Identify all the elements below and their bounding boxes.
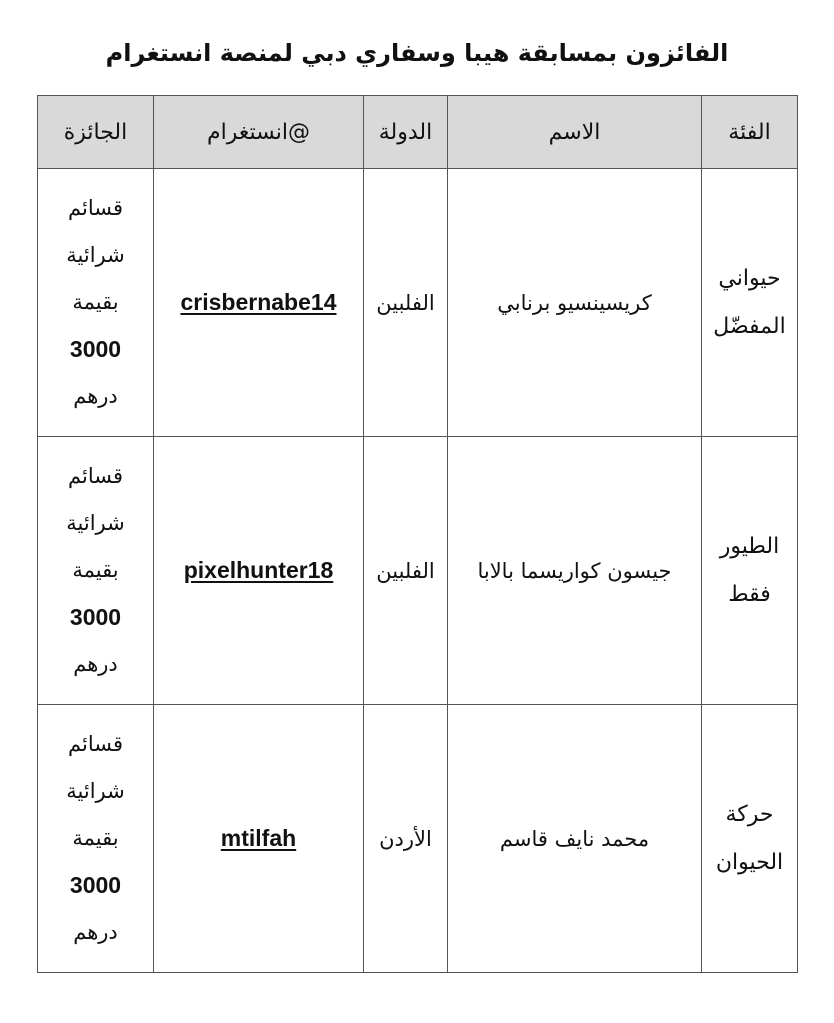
prize-line: بقيمة [72,558,119,582]
instagram-cell [154,705,364,973]
page-title: الفائزون بمسابقة هيبا وسفاري دبي لمنصة انستغرام [105,39,729,67]
instagram-link[interactable]: pixelhunter18 [183,557,334,583]
instagram-link[interactable]: crisbernabe14 [180,289,337,315]
prize-line: شرائية [66,779,125,803]
table-header-row [38,96,798,169]
prize-line: قسائم [68,732,123,756]
instagram-cell [154,437,364,705]
header-name: الاسم [448,96,702,169]
prize-currency: درهم [73,652,118,676]
header-country: الدولة [364,96,448,169]
category-line: حركة [725,801,774,827]
name-cell: محمد نايف قاسم [448,705,702,973]
prize-cell [38,169,154,437]
header-category: الفئة [702,96,798,169]
name-cell: كريسينسيو برنابي [448,169,702,437]
country-cell: الأردن [364,705,448,973]
country-cell: الفلبين [364,169,448,437]
category-line: فقط [728,581,771,607]
prize-line: بقيمة [72,290,119,314]
category-cell [702,169,798,437]
instagram-link[interactable]: mtilfah [220,825,297,851]
prize-line: شرائية [66,243,125,267]
category-cell [702,705,798,973]
header-prize: الجائزة [38,96,154,169]
winners-table [37,95,798,973]
category-cell [702,437,798,705]
prize-line: بقيمة [72,826,119,850]
prize-amount: 3000 [69,872,122,898]
prize-amount: 3000 [69,336,122,362]
instagram-cell [154,169,364,437]
header-instagram: @انستغرام [154,96,364,169]
table-row [38,437,798,705]
prize-cell [38,437,154,705]
country-cell: الفلبين [364,437,448,705]
name-cell: جيسون كواريسما بالابا [448,437,702,705]
category-line: المفضّل [713,313,786,339]
prize-line: قسائم [68,464,123,488]
table-row [38,169,798,437]
prize-currency: درهم [73,920,118,944]
prize-line: شرائية [66,511,125,535]
table-row [38,705,798,973]
prize-currency: درهم [73,384,118,408]
prize-cell [38,705,154,973]
category-line: الحيوان [715,849,784,875]
prize-line: قسائم [68,196,123,220]
category-line: الطيور [719,533,780,559]
category-line: حيواني [718,265,781,291]
prize-amount: 3000 [69,604,122,630]
